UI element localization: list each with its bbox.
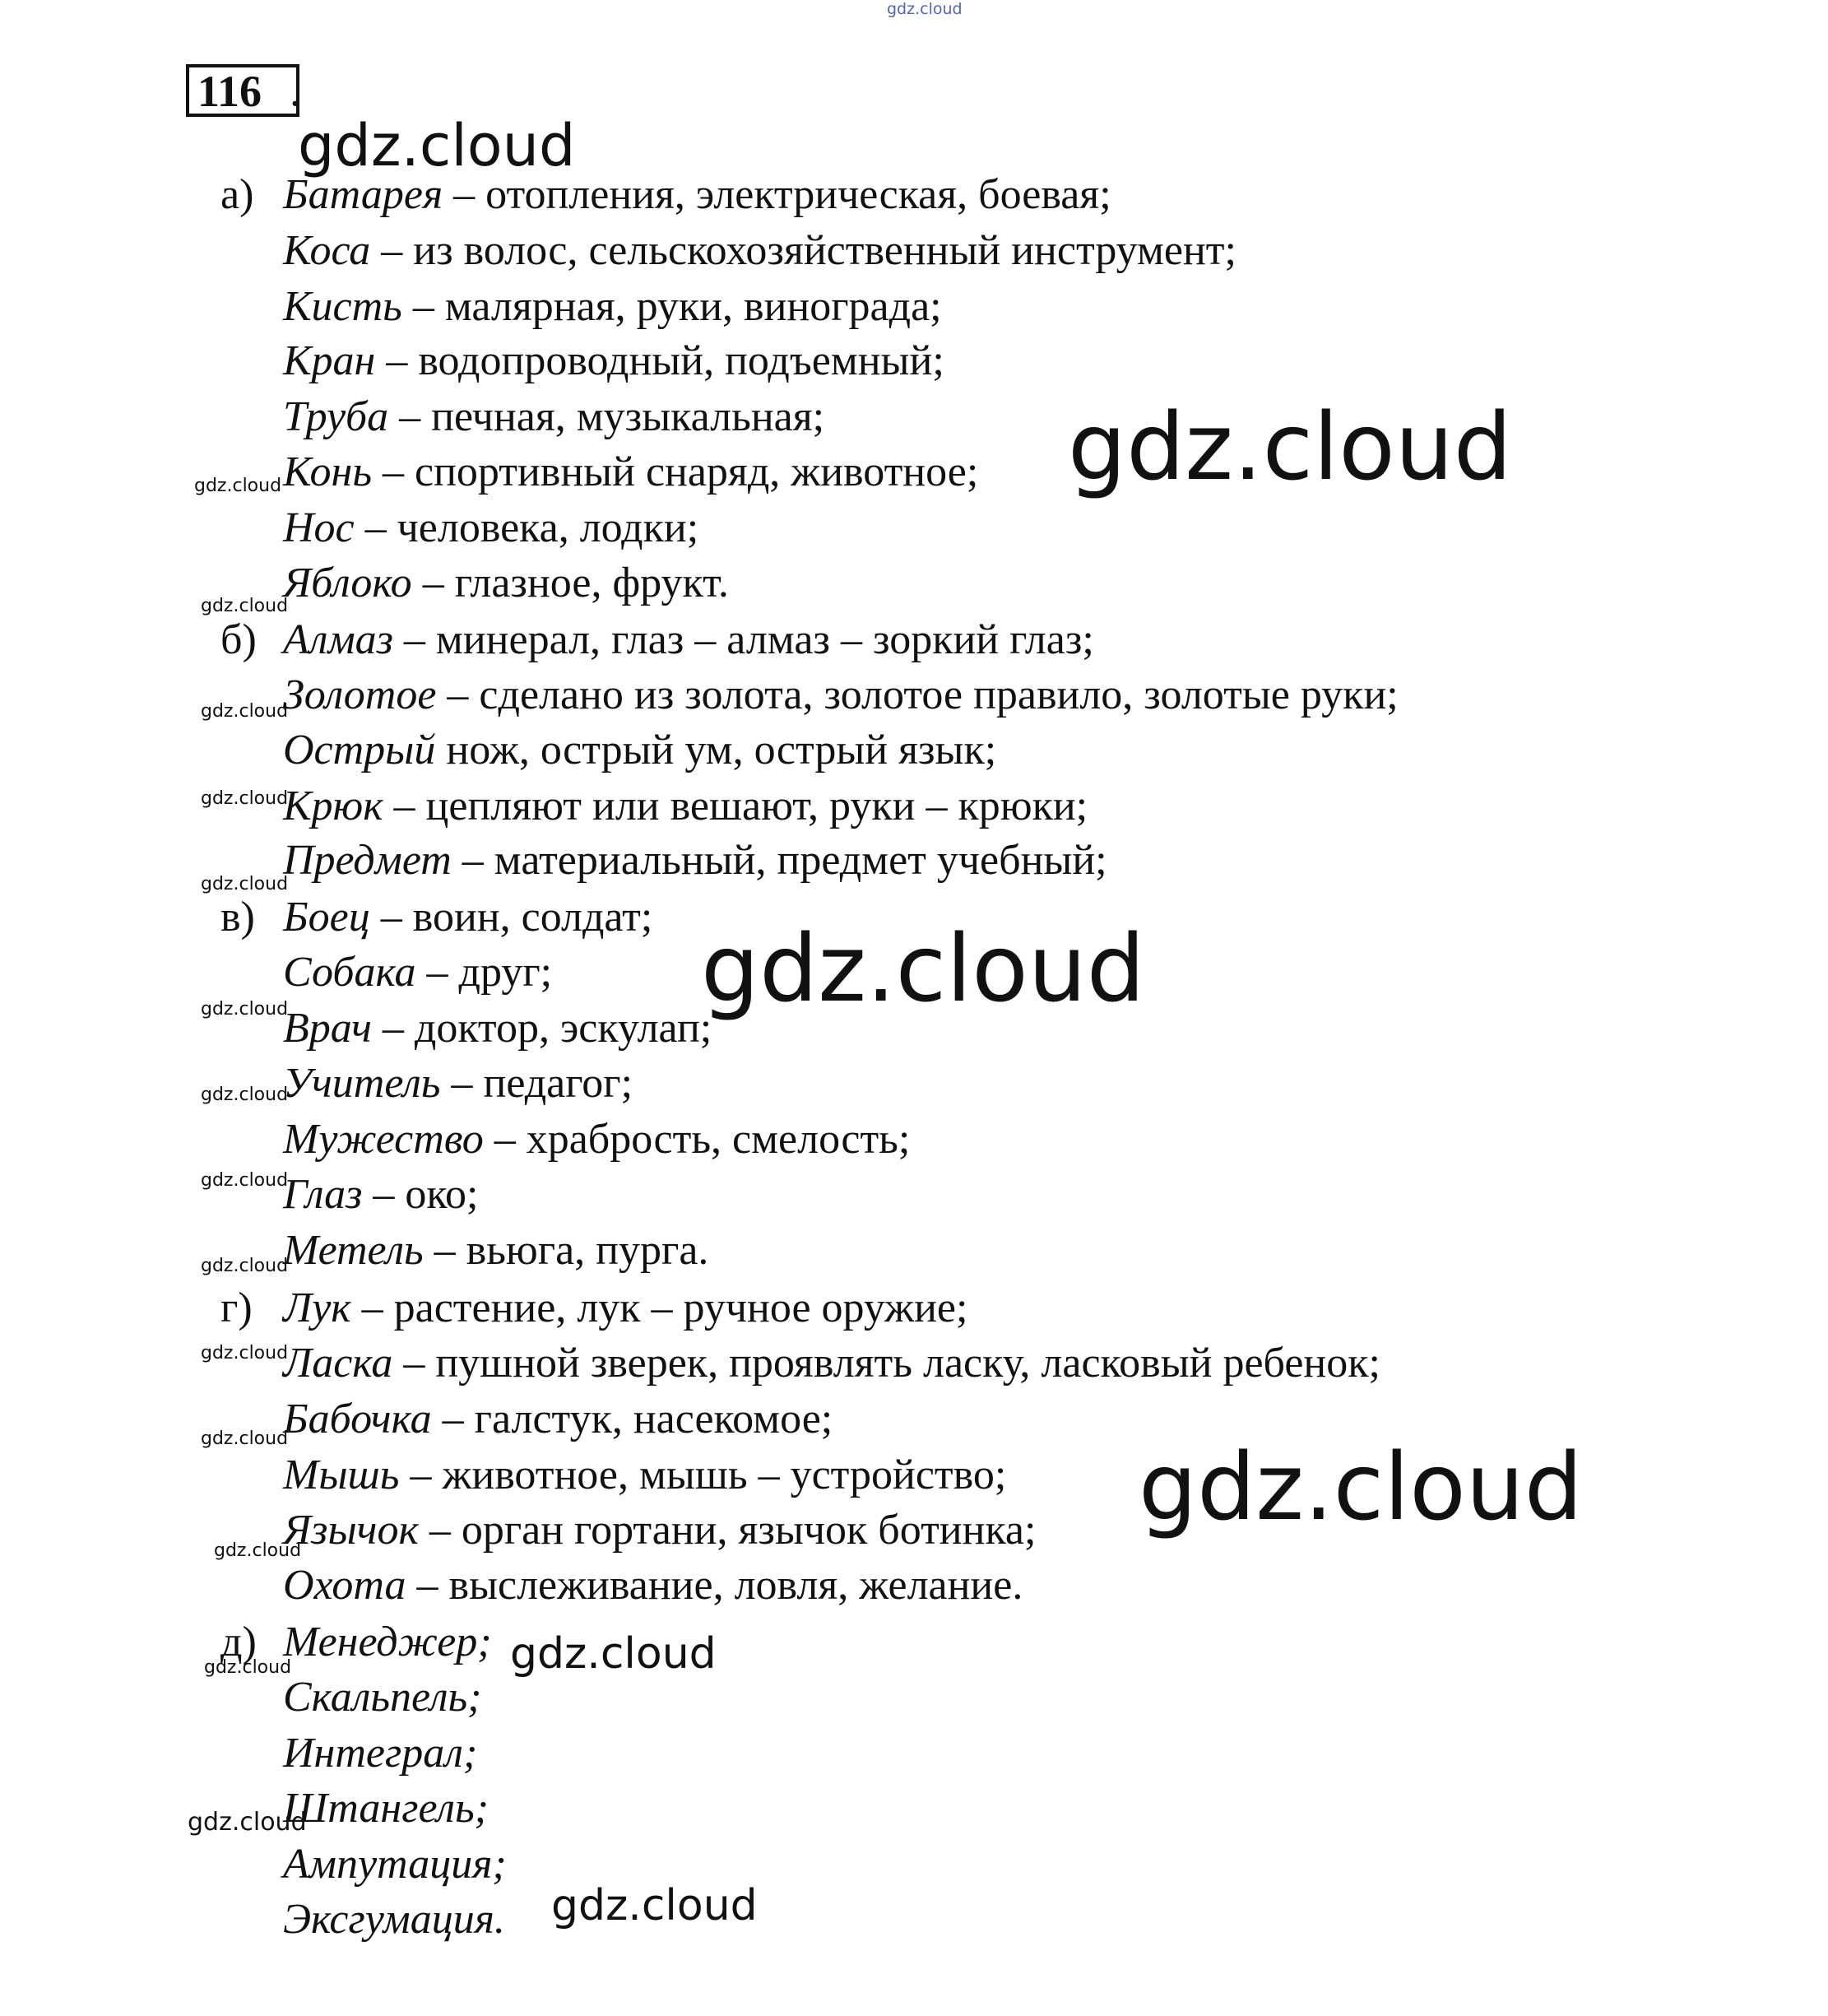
text-line: Предмет – материальный, предмет учебный;: [283, 837, 1107, 884]
watermark: gdz.cloud: [201, 1428, 289, 1449]
watermark: gdz.cloud: [201, 1343, 289, 1363]
text-line: Язычок – орган гортани, язычок ботинка;: [283, 1507, 1037, 1554]
text-line: Золотое – сделано из золота, золотое правило, золотые руки;: [283, 671, 1399, 718]
text-line: Крюк – цепляют или вешают, руки – крюки;: [283, 783, 1088, 829]
section-marker-d: д): [220, 1619, 257, 1665]
text-line: Яблоко – глазное, фрукт.: [283, 560, 729, 606]
watermark: gdz.cloud: [201, 596, 289, 616]
text-line: Кисть – малярная, руки, винограда;: [283, 283, 942, 330]
text-line: Ампутация;: [283, 1841, 507, 1888]
watermark: gdz.cloud: [188, 1808, 307, 1837]
text-line: Боец – воин, солдат;: [283, 894, 653, 941]
watermark: gdz.cloud: [201, 874, 289, 894]
text-line: Батарея – отопления, электрическая, боевая;: [283, 171, 1111, 218]
text-line: Кран – водопроводный, подъемный;: [283, 337, 944, 384]
watermark: gdz.cloud: [510, 1629, 717, 1679]
text-line: Труба – печная, музыкальная;: [283, 393, 825, 440]
watermark: gdz.cloud: [201, 788, 289, 809]
text-line: Скальпель;: [283, 1674, 482, 1721]
watermark: gdz.cloud: [701, 916, 1145, 1023]
text-line: Метель – вьюга, пурга.: [283, 1227, 709, 1274]
section-marker-b: б): [220, 616, 257, 663]
text-line: Учитель – педагог;: [283, 1060, 633, 1107]
text-line: Интеграл;: [283, 1730, 478, 1777]
watermark: gdz.cloud: [551, 1881, 758, 1930]
text-line: Мужество – храбрость, смелость;: [283, 1116, 911, 1163]
watermark: gdz.cloud: [201, 1170, 289, 1191]
watermark: gdz.cloud: [1139, 1434, 1583, 1541]
text-line: Нос – человека, лодки;: [283, 504, 699, 551]
watermark: gdz.cloud: [201, 1085, 289, 1105]
text-line: Острый нож, острый ум, острый язык;: [283, 727, 997, 773]
section-marker-a: а): [220, 171, 254, 218]
text-line: Мышь – животное, мышь – устройство;: [283, 1452, 1007, 1498]
text-line: Ласка – пушной зверек, проявлять ласку, ласковый ребенок;: [283, 1340, 1380, 1387]
text-line: Конь – спортивный снаряд, животное;: [283, 448, 979, 495]
text-line: Алмаз – минерал, глаз – алмаз – зоркий глаз;: [283, 616, 1094, 663]
text-line: Лук – растение, лук – ручное оружие;: [283, 1284, 968, 1331]
watermark: gdz.cloud: [204, 1657, 292, 1678]
watermark: gdz.cloud: [298, 112, 576, 179]
text-line: Коса – из волос, сельскохозяйственный инструмент;: [283, 227, 1236, 274]
watermark: gdz.cloud: [1068, 394, 1512, 501]
section-marker-g: г): [220, 1284, 253, 1331]
watermark: gdz.cloud: [887, 0, 963, 18]
text-line: Эксгумация.: [283, 1896, 505, 1943]
text-line: Бабочка – галстук, насекомое;: [283, 1396, 833, 1442]
section-marker-v: в): [220, 894, 255, 941]
exercise-number-dot: .: [290, 66, 301, 115]
text-line: Собака – друг;: [283, 949, 553, 996]
watermark: gdz.cloud: [201, 1256, 289, 1276]
exercise-number: 116: [186, 64, 299, 117]
watermark: gdz.cloud: [214, 1540, 302, 1561]
watermark: gdz.cloud: [194, 476, 282, 496]
text-line: Менеджер;: [283, 1619, 492, 1665]
text-line: Глаз – око;: [283, 1171, 479, 1218]
watermark: gdz.cloud: [201, 999, 289, 1020]
watermark: gdz.cloud: [201, 701, 289, 722]
text-line: Штангель;: [283, 1785, 489, 1832]
text-line: Охота – выслеживание, ловля, желание.: [283, 1562, 1023, 1609]
text-line: Врач – доктор, эскулап;: [283, 1005, 712, 1052]
